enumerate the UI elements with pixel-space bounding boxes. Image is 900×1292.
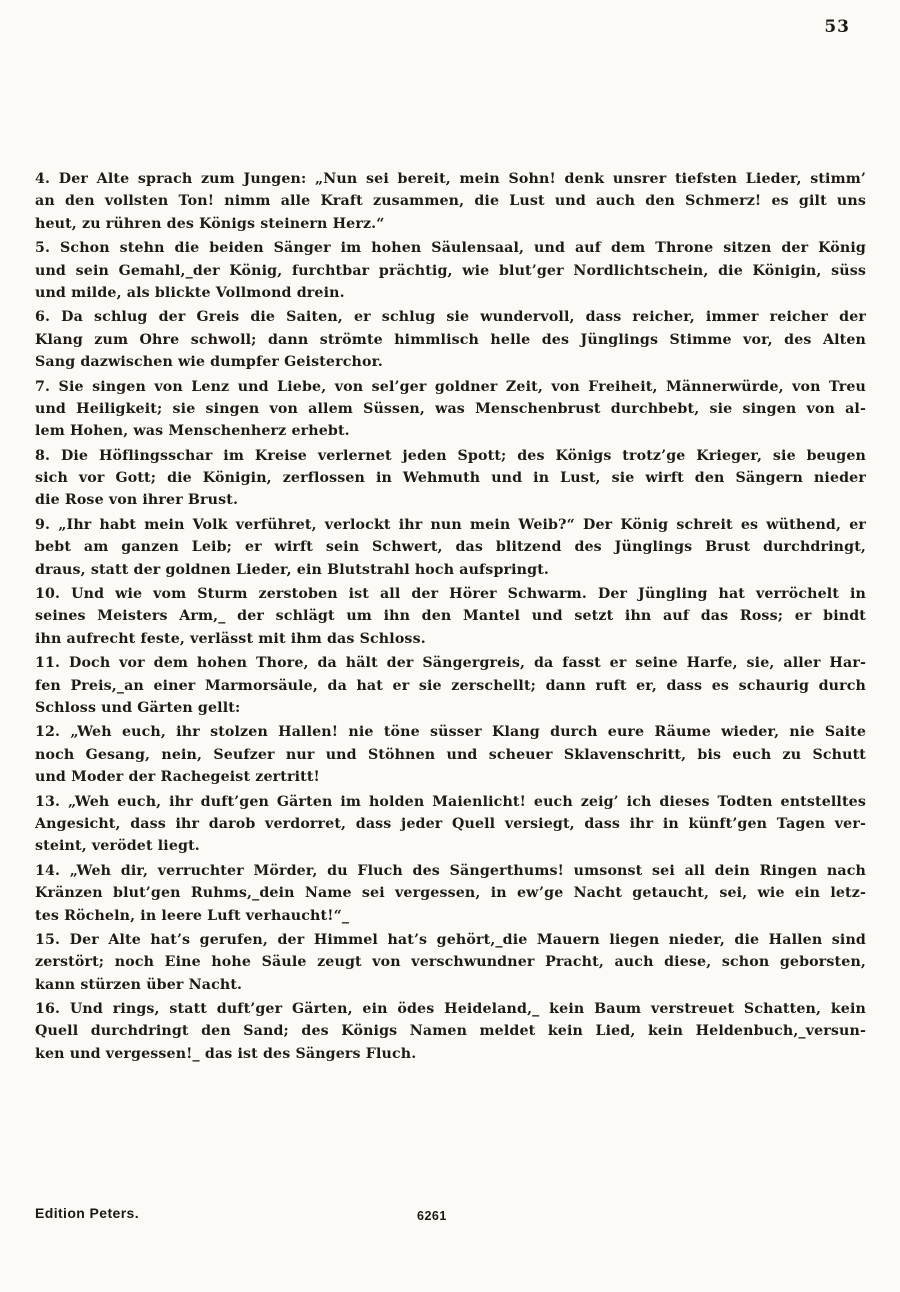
verse-paragraph-10 bbox=[35, 583, 866, 650]
verse-line: 12. „Weh euch, ihr stolzen Hallen! nie töne süsser Klang durch eure Räume wieder, nie Saite bbox=[35, 724, 866, 741]
verse-line: fen Preis,_an einer Marmorsäule, da hat er sie zerschellt; dann ruft er, dass es schaurig durch bbox=[35, 677, 866, 694]
verse-paragraph-14 bbox=[35, 860, 866, 927]
verse-text-block bbox=[35, 168, 866, 1067]
verse-paragraph-8 bbox=[35, 445, 866, 512]
verse-paragraph-4 bbox=[35, 168, 866, 235]
verse-line: Quell durchdringt den Sand; des Königs Namen meldet kein Lied, kein Heldenbuch,_versun- bbox=[35, 1023, 866, 1040]
verse-line: ken und vergessen!_ das ist des Sängers Fluch. bbox=[35, 1045, 417, 1062]
verse-paragraph-9 bbox=[35, 514, 866, 581]
verse-paragraph-12 bbox=[35, 721, 866, 788]
verse-line: draus, statt der goldnen Lieder, ein Blutstrahl hoch aufspringt. bbox=[35, 561, 550, 578]
verse-line: kann stürzen über Nacht. bbox=[35, 976, 243, 993]
verse-line: und milde, als blickte Vollmond drein. bbox=[35, 284, 345, 301]
verse-line: zerstört; noch Eine hohe Säule zeugt von verschwundner Pracht, auch diese, schon geborsten, bbox=[35, 954, 866, 971]
verse-line: an den vollsten Ton! nimm alle Kraft zusammen, die Lust und auch den Schmerz! es gilt uns bbox=[35, 193, 866, 210]
verse-line: ihn aufrecht feste, verlässt mit ihm das Schloss. bbox=[35, 630, 426, 647]
verse-line: 7. Sie singen von Lenz und Liebe, von sel’ger goldner Zeit, von Freiheit, Männerwürde, von Treu bbox=[35, 378, 866, 395]
plate-number: 6261 bbox=[417, 1209, 447, 1223]
verse-line: seines Meisters Arm,_ der schlägt um ihn den Mantel und setzt ihn auf das Ross; er bindt bbox=[35, 608, 866, 625]
verse-line: die Rose von ihrer Brust. bbox=[35, 492, 239, 509]
verse-paragraph-7 bbox=[35, 376, 866, 443]
verse-line: 10. Und wie vom Sturm zerstoben ist all der Hörer Schwarm. Der Jüngling hat verröchelt in bbox=[35, 586, 866, 603]
verse-line: 4. Der Alte sprach zum Jungen: „Nun sei bereit, mein Sohn! denk unsrer tiefsten Lieder, stimm’ bbox=[35, 171, 866, 187]
verse-line: Schloss und Gärten gellt: bbox=[35, 699, 241, 716]
verse-paragraph-15 bbox=[35, 929, 866, 996]
verse-paragraph-6 bbox=[35, 306, 866, 373]
verse-line: sich vor Gott; die Königin, zerflossen in Wehmuth und in Lust, sie wirft den Sängern nieder bbox=[35, 470, 866, 487]
verse-line: steint, verödet liegt. bbox=[35, 838, 200, 855]
verse-line: und Moder der Rachegeist zertritt! bbox=[35, 769, 320, 786]
verse-line: lem Hohen, was Menschenherz erhebt. bbox=[35, 423, 350, 440]
verse-paragraph-11 bbox=[35, 652, 866, 719]
verse-line: Kränzen blut’gen Ruhms,_dein Name sei vergessen, in ew’ge Nacht getaucht, sei, wie ein letz- bbox=[35, 885, 866, 902]
verse-line: 14. „Weh dir, verruchter Mörder, du Fluch des Sängerthums! umsonst sei all dein Ringen nach bbox=[35, 862, 866, 879]
verse-line: noch Gesang, nein, Seufzer nur und Stöhnen und scheuer Sklavenschritt, bis euch zu Schutt bbox=[35, 746, 866, 763]
verse-line: 15. Der Alte hat’s gerufen, der Himmel hat’s gehört,_die Mauern liegen nieder, die Hallen sind bbox=[35, 931, 866, 948]
verse-paragraph-13 bbox=[35, 791, 866, 858]
verse-line: 5. Schon stehn die beiden Sänger im hohen Säulensaal, und auf dem Throne sitzen der König bbox=[35, 240, 866, 257]
verse-line: heut, zu rühren des Königs steinern Herz.“ bbox=[35, 215, 385, 232]
page-number: 53 bbox=[824, 17, 850, 37]
verse-line: und sein Gemahl,_der König, furchtbar prächtig, wie blut’ger Nordlichtschein, die Königin, süss bbox=[35, 262, 866, 279]
publisher-imprint: Edition Peters. bbox=[35, 1205, 140, 1221]
verse-line: bebt am ganzen Leib; er wirft sein Schwert, das blitzend des Jünglings Brust durchdringt, bbox=[35, 539, 866, 556]
verse-line: Klang zum Ohre schwoll; dann strömte himmlisch helle des Jünglings Stimme vor, des Alten bbox=[35, 331, 866, 348]
verse-line: 13. „Weh euch, ihr duft’gen Gärten im holden Maienlicht! euch zeig’ ich dieses Todten entstelltes bbox=[35, 793, 866, 810]
verse-line: tes Röcheln, in leere Luft verhaucht!“_ bbox=[35, 907, 350, 924]
verse-line: 16. Und rings, statt duft’ger Gärten, ein ödes Heideland,_ kein Baum verstreuet Schatten, kein bbox=[35, 1001, 866, 1018]
verse-paragraph-5 bbox=[35, 237, 866, 304]
verse-line: 9. „Ihr habt mein Volk verführet, verlockt ihr nun mein Weib?“ Der König schreit es wüthend, er bbox=[35, 516, 866, 533]
verse-line: Sang dazwischen wie dumpfer Geisterchor. bbox=[35, 354, 383, 371]
verse-line: 11. Doch vor dem hohen Thore, da hält der Sängergreis, da fasst er seine Harfe, sie, aller Har- bbox=[35, 655, 866, 672]
verse-line: und Heiligkeit; sie singen von allem Süssen, was Menschenbrust durchbebt, sie singen von al- bbox=[35, 400, 866, 417]
verse-line: 6. Da schlug der Greis die Saiten, er schlug sie wundervoll, dass reicher, immer reicher der bbox=[35, 309, 866, 326]
verse-paragraph-16 bbox=[35, 998, 866, 1065]
verse-line: 8. Die Höflingsschar im Kreise verlernet jeden Spott; des Königs trotz’ge Krieger, sie beugen bbox=[35, 447, 866, 464]
verse-line: Angesicht, dass ihr darob verdorret, dass jeder Quell versiegt, dass ihr in künft’gen Tagen ver- bbox=[35, 815, 866, 832]
